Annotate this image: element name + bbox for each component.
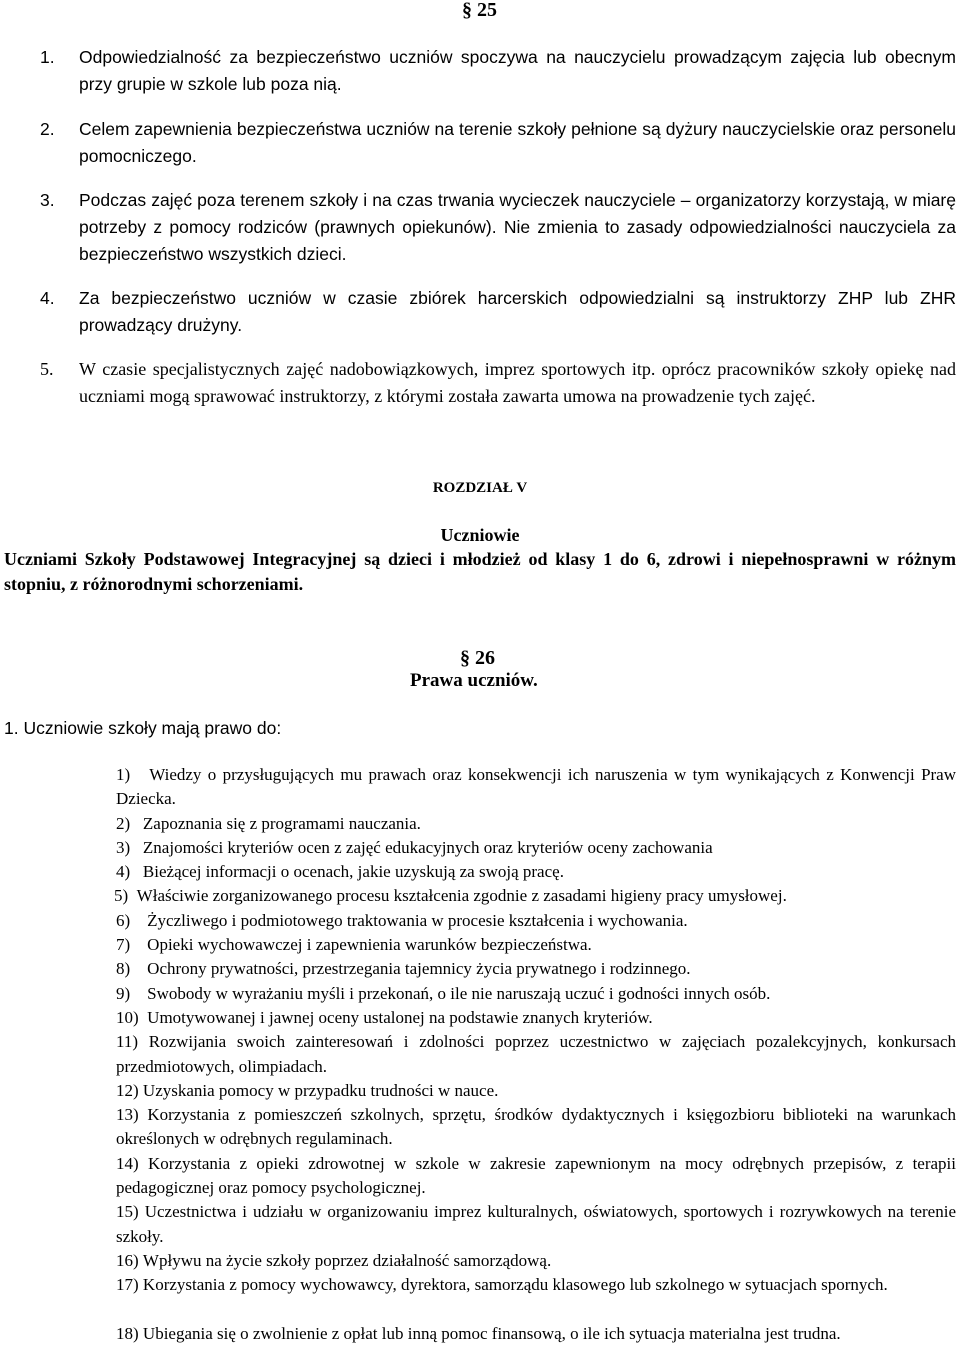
right-text: Opieki wychowawczej i zapewnienia warunków bezpieczeństwa. [147, 935, 592, 955]
right-item [116, 1249, 956, 1273]
section-26-heading: § 26 [460, 647, 495, 669]
right-number: 7) [116, 935, 131, 955]
right-item [116, 812, 956, 836]
right-item [116, 836, 956, 860]
right-text: Wiedzy o przysługujących mu prawach oraz konsekwencji ich naruszenia w tym wynikających z Konwencji Praw Dziecka. [116, 765, 957, 809]
right-text: Ochrony prywatności, przestrzegania tajemnicy życia prywatnego i rodzinnego. [147, 959, 691, 979]
right-number: 3) [116, 837, 131, 857]
right-item [116, 1273, 956, 1322]
right-item [116, 1030, 956, 1079]
right-number: 1) [116, 765, 131, 784]
section-25-item-1 [40, 44, 956, 98]
chapter-title: ROZDZIAŁ V [432, 480, 528, 496]
right-number: 11) [116, 1032, 139, 1052]
section-25-item-2 [40, 116, 956, 170]
item-text: Podczas zajęć poza terenem szkoły i na czas trwania wycieczek nauczyciele – organizatorzy korzystają, w miarę potrzeby z pomocy rodziców (prawnych opiekunów). Nie zmienia to zasady odpowiedzialności nauczyciela za bezpieczeństwo wszystkich dzieci. [79, 190, 956, 264]
rights-lead: 1. Uczniowie szkoły mają prawo do: [4, 718, 282, 738]
section-25-item-4 [40, 285, 956, 339]
right-number: 6) [116, 910, 131, 930]
right-number: 15) [116, 1202, 139, 1222]
right-number: 16) [116, 1250, 139, 1270]
right-text: Rozwijania swoich zainteresowań i zdolności poprzez uczestnictwo w zajęciach pozalekcyjnych, konkursach przedmiotowych, olimpiadach. [116, 1032, 957, 1076]
right-number: 12) [116, 1080, 139, 1100]
right-item [114, 884, 956, 908]
right-item [116, 860, 956, 884]
section-25-item-5 [40, 356, 956, 410]
right-number: 14) [116, 1153, 139, 1173]
right-text: Swobody w wyrażaniu myśli i przekonań, o ile nie naruszają uczuć i godności innych osób. [147, 983, 771, 1003]
right-text: Korzystania z pomocy wychowawcy, dyrektora, samorządu klasowego lub szkolnego w sytuacjach spornych. [142, 1275, 888, 1295]
item-text: Odpowiedzialność za bezpieczeństwo uczniów spoczywa na nauczycielu prowadzącym zajęcia lub obecnym przy grupie w szkole lub poza nią. [79, 47, 956, 94]
item-text: Za bezpieczeństwo uczniów w czasie zbiórek harcerskich odpowiedzialni są instruktorzy ZHP lub ZHR prowadzący drużyny. [79, 288, 956, 335]
item-number: 1. [40, 47, 55, 67]
right-item [116, 1006, 956, 1030]
right-text: Bieżącej informacji o ocenach, jakie uzyskują za swoją pracę. [142, 862, 564, 882]
right-item [116, 1079, 956, 1103]
right-number: 9) [116, 983, 131, 1003]
section-25-heading: § 25 [462, 0, 497, 21]
right-item [116, 1152, 956, 1201]
right-item [116, 982, 956, 1006]
right-item [116, 957, 956, 981]
right-item [116, 1103, 956, 1152]
right-item [116, 1200, 956, 1249]
item-number: 5. [40, 359, 54, 379]
right-text: Znajomości kryteriów ocen z zajęć edukacyjnych oraz kryteriów oceny zachowania [142, 837, 713, 857]
right-text: Uczestnictwa i udziału w organizowaniu imprez kulturalnych, oświatowych, sportowych i rozrywkowych na terenie szkoły. [116, 1202, 956, 1246]
right-number: 8) [116, 959, 131, 979]
right-text: Uzyskania pomocy w przypadku trudności w nauce. [142, 1080, 499, 1100]
right-text: Umotywowanej i jawnej oceny ustalonej na podstawie znanych kryteriów. [147, 1007, 653, 1027]
right-text: Życzliwego i podmiotowego traktowania w procesie kształcenia i wychowania. [147, 910, 688, 930]
right-text: Wpływu na życie szkoły poprzez działalność samorządową. [142, 1250, 552, 1270]
right-number: 17) [116, 1275, 139, 1295]
right-number: 4) [116, 862, 131, 882]
section-25-item-3 [40, 187, 956, 268]
right-text: Korzystania z pomieszczeń szkolnych, sprzętu, środków dydaktycznych i księgozbioru biblioteki na warunkach określonych w odrębnych regulaminach. [116, 1105, 956, 1149]
item-number: 4. [40, 288, 55, 308]
right-number: 18) [116, 1323, 139, 1343]
item-text: W czasie specjalistycznych zajęć nadobowiązkowych, imprez sportowych itp. oprócz pracowników szkoły opiekę nad uczniami mogą sprawować instruktorzy, z którymi została zawarta umowa na prowadzenie tych zajęć. [79, 359, 956, 406]
right-item [116, 909, 956, 933]
chapter-subtitle: Uczniowie [440, 525, 520, 545]
item-number: 3. [40, 190, 55, 210]
item-number: 2. [40, 119, 55, 139]
right-number: 10) [116, 1007, 139, 1027]
item-text: Celem zapewnienia bezpieczeństwa uczniów na terenie szkoły pełnione są dyżury nauczycielskie oraz personelu pomocniczego. [79, 119, 956, 166]
section-26-title: Prawa uczniów. [410, 670, 538, 691]
right-item [116, 933, 956, 957]
right-number: 5) [114, 886, 129, 906]
right-number: 13) [116, 1105, 139, 1125]
chapter-intro: Uczniami Szkoły Podstawowej Integracyjnej są dzieci i młodzież od klasy 1 do 6, zdrowi i niepełnosprawni w różnym stopniu, z różnorodnymi schorzeniami. [4, 549, 956, 594]
right-text: Ubiegania się o zwolnienie z opłat lub inną pomoc finansową, o ile ich sytuacja materialna jest trudna. [142, 1323, 841, 1343]
right-item [116, 763, 956, 812]
right-number: 2) [116, 813, 131, 833]
right-text: Zapoznania się z programami nauczania. [142, 813, 421, 833]
right-text: Korzystania z opieki zdrowotnej w szkole w zakresie zapewnionym na mocy odrębnych przepisów, z terapii pedagogicznej oraz pomocy psychologicznej. [116, 1153, 956, 1198]
rights-list [116, 763, 956, 1370]
right-text: Właściwie zorganizowanego procesu kształcenia zgodnie z zasadami higieny pracy umysłowej. [136, 886, 787, 906]
